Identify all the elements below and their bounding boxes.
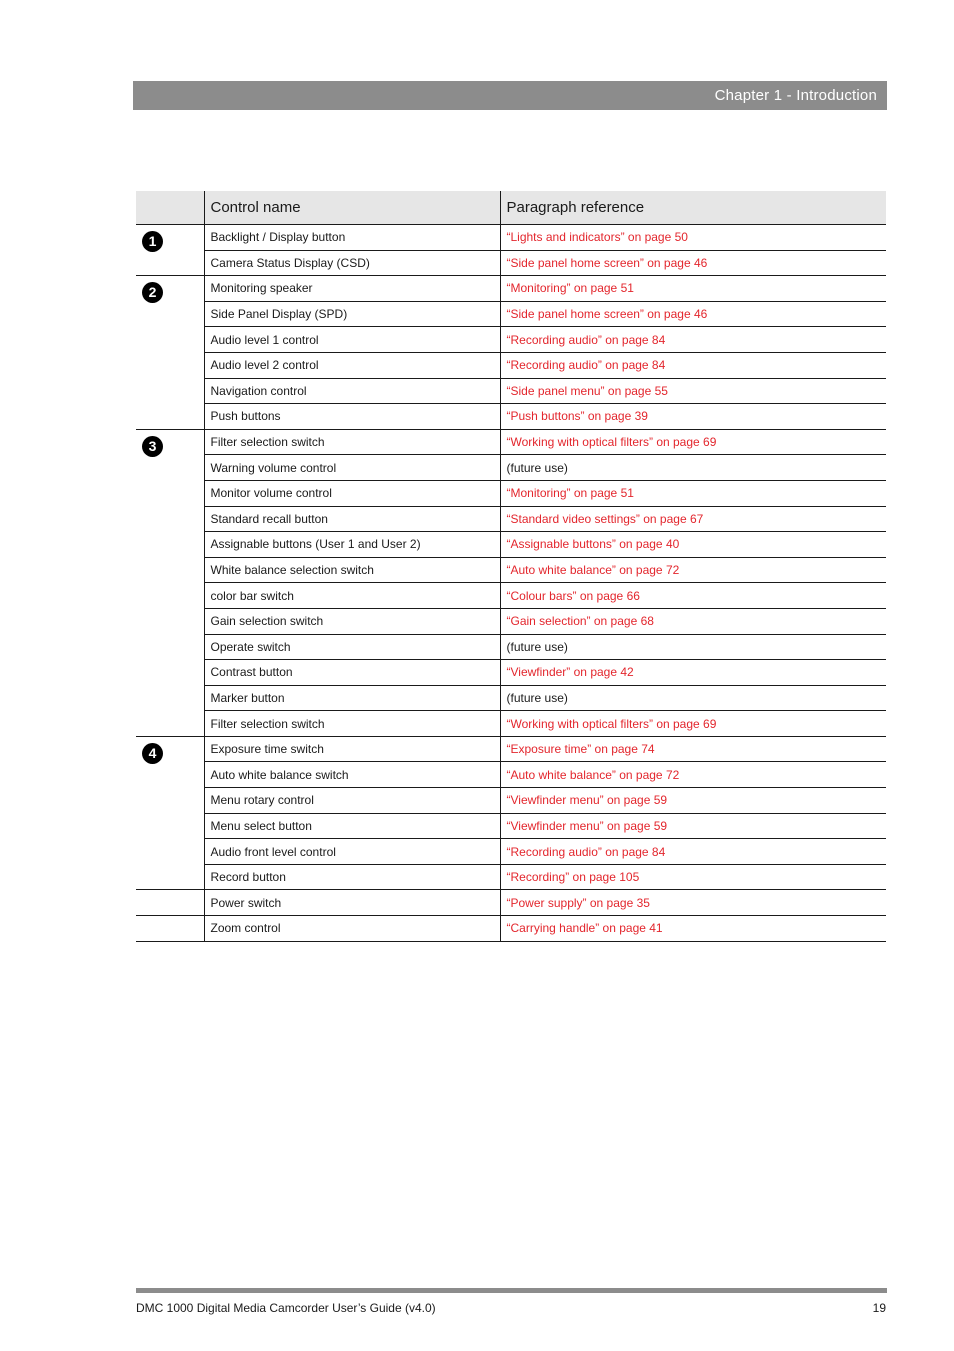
table-row [136,480,886,506]
control-name-cell: Marker button [204,685,500,711]
table-row [136,813,886,839]
table-row [136,660,886,686]
cross-reference-link[interactable]: “Power supply” on page 35 [506,895,650,910]
reference-cell [500,736,886,762]
table-body [136,225,886,942]
cross-reference-link[interactable]: “Side panel home screen” on page 46 [506,307,708,322]
table-row [136,250,886,276]
control-name-cell: White balance selection switch [204,557,500,583]
reference-cell [500,634,886,660]
cross-reference-link[interactable]: “Recording” on page 105 [506,870,640,885]
control-name-cell: Side Panel Display (SPD) [204,301,500,327]
cross-reference-link[interactable]: “Assignable buttons” on page 40 [506,537,680,552]
reference-cell [500,890,886,916]
table-row [136,276,886,302]
reference-cell [500,225,886,251]
cross-reference-link[interactable]: “Recording audio” on page 84 [506,358,666,373]
reference-cell [500,839,886,865]
reference-cell [500,864,886,890]
column-header-paragraph-reference: Paragraph reference [500,191,886,225]
cross-reference-link[interactable]: “Side panel menu” on page 55 [506,383,668,398]
reference-cell [500,429,886,455]
reference-text: (future use) [506,639,568,654]
cross-reference-link[interactable]: “Auto white balance” on page 72 [506,767,680,782]
cross-reference-link[interactable]: “Standard video settings” on page 67 [506,511,704,526]
reference-cell [500,660,886,686]
reference-cell [500,250,886,276]
cross-reference-link[interactable]: “Recording audio” on page 84 [506,844,666,859]
control-name-cell: Operate switch [204,634,500,660]
reference-cell [500,916,886,942]
control-name-cell: Filter selection switch [204,711,500,737]
reference-text: (future use) [506,460,568,475]
table-row [136,634,886,660]
control-name-cell: color bar switch [204,583,500,609]
control-name-cell: Monitor volume control [204,480,500,506]
footer-page-number: 19 [872,1301,886,1315]
table-row [136,225,886,251]
callout-number-icon: 1 [142,231,163,252]
reference-cell [500,276,886,302]
table-row [136,378,886,404]
reference-cell [500,557,886,583]
reference-cell [500,532,886,558]
callout-cell [136,916,204,942]
table-row [136,788,886,814]
table-row [136,839,886,865]
control-name-cell: Exposure time switch [204,736,500,762]
column-header-number [136,191,204,225]
reference-cell [500,608,886,634]
cross-reference-link[interactable]: “Recording audio” on page 84 [506,332,666,347]
table-row [136,864,886,890]
reference-cell [500,301,886,327]
reference-cell [500,404,886,430]
control-name-cell: Zoom control [204,916,500,942]
reference-cell [500,813,886,839]
reference-cell [500,480,886,506]
control-name-cell: Audio front level control [204,839,500,865]
control-name-cell: Assignable buttons (User 1 and User 2) [204,532,500,558]
control-name-cell: Navigation control [204,378,500,404]
reference-cell [500,583,886,609]
table-row [136,736,886,762]
reference-text: (future use) [506,690,568,705]
control-name-cell: Monitoring speaker [204,276,500,302]
table-row [136,404,886,430]
callout-cell [136,736,204,890]
control-name-cell: Power switch [204,890,500,916]
chapter-title: Chapter 1 - Introduction [714,87,877,104]
control-name-cell: Gain selection switch [204,608,500,634]
table-row [136,429,886,455]
footer-document-title: DMC 1000 Digital Media Camcorder User’s Guide (v4.0) [136,1301,436,1315]
control-name-cell: Camera Status Display (CSD) [204,250,500,276]
table-row [136,455,886,481]
cross-reference-link[interactable]: “Working with optical filters” on page 69 [506,435,717,450]
control-name-cell: Filter selection switch [204,429,500,455]
reference-cell [500,685,886,711]
table-header-row [136,191,886,225]
cross-reference-link[interactable]: “Auto white balance” on page 72 [506,563,680,578]
reference-cell [500,378,886,404]
table-row [136,762,886,788]
cross-reference-link[interactable]: “Push buttons” on page 39 [506,409,648,424]
control-name-cell: Standard recall button [204,506,500,532]
table-row [136,301,886,327]
table-row [136,352,886,378]
reference-cell [500,455,886,481]
control-name-cell: Audio level 1 control [204,327,500,353]
callout-cell [136,890,204,916]
control-name-cell: Push buttons [204,404,500,430]
table-row [136,557,886,583]
cross-reference-link[interactable]: “Monitoring” on page 51 [506,486,634,501]
cross-reference-link[interactable]: “Lights and indicators” on page 50 [506,230,688,245]
cross-reference-link[interactable]: “Monitoring” on page 51 [506,281,634,296]
cross-reference-link[interactable]: “Viewfinder menu” on page 59 [506,793,668,808]
reference-cell [500,327,886,353]
control-name-cell: Auto white balance switch [204,762,500,788]
cross-reference-link[interactable]: “Viewfinder” on page 42 [506,665,634,680]
control-name-cell: Backlight / Display button [204,225,500,251]
control-name-cell: Audio level 2 control [204,352,500,378]
chapter-header-bar [133,81,887,110]
table-row [136,327,886,353]
reference-cell [500,788,886,814]
column-header-control-name: Control name [204,191,500,225]
callout-number-icon: 4 [142,743,163,764]
reference-cell [500,762,886,788]
control-name-cell: Record button [204,864,500,890]
table-row [136,685,886,711]
callout-number-icon: 2 [142,282,163,303]
callout-number-icon: 3 [142,436,163,457]
cross-reference-link[interactable]: “Side panel home screen” on page 46 [506,255,708,270]
cross-reference-link[interactable]: “Colour bars” on page 66 [506,588,640,603]
table-row [136,608,886,634]
reference-cell [500,352,886,378]
cross-reference-link[interactable]: “Gain selection” on page 68 [506,614,654,629]
cross-reference-link[interactable]: “Working with optical filters” on page 69 [506,716,717,731]
table-row [136,711,886,737]
callout-cell [136,276,204,430]
control-name-cell: Warning volume control [204,455,500,481]
control-name-cell: Contrast button [204,660,500,686]
control-reference-table [136,191,886,942]
callout-cell [136,429,204,736]
table-row [136,916,886,942]
reference-cell [500,711,886,737]
table-row [136,583,886,609]
cross-reference-link[interactable]: “Carrying handle” on page 41 [506,921,663,936]
control-name-cell: Menu rotary control [204,788,500,814]
reference-cell [500,506,886,532]
table-row [136,890,886,916]
callout-cell [136,225,204,276]
cross-reference-link[interactable]: “Viewfinder menu” on page 59 [506,818,668,833]
cross-reference-link[interactable]: “Exposure time” on page 74 [506,742,655,757]
control-name-cell: Menu select button [204,813,500,839]
table-row [136,532,886,558]
footer-rule [136,1288,887,1293]
table-row [136,506,886,532]
